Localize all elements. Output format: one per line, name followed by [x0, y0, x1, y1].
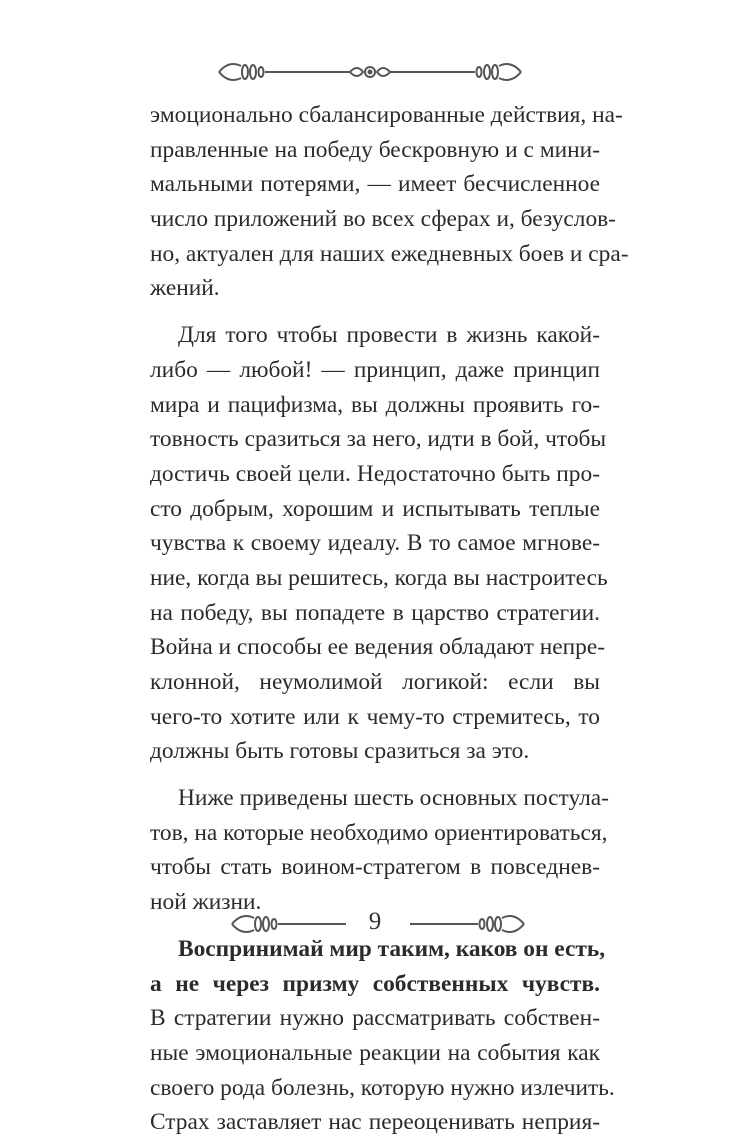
paragraph-4 [150, 932, 615, 1140]
text-line: на победу, вы попадете в царство стратегии. [150, 599, 600, 626]
text-line: мира и пацифизма, вы должны проявить го- [150, 391, 600, 418]
text-line: клонной, неумолимой логикой: если вы [150, 669, 600, 695]
text-line: ние, когда вы решитесь, когда вы настроитесь [150, 564, 608, 591]
text-line: но, актуален для наших ежедневных боев и сра- [150, 240, 629, 267]
text-line: ной жизни. [150, 889, 262, 916]
principle-heading: Воспринимай мир таким, каков он есть, [178, 935, 606, 962]
paragraph-3 [150, 781, 609, 920]
text-line: правленные на победу бескровную и с мини- [150, 136, 600, 163]
text-line: чтобы стать воином-стратегом в повседнев- [150, 854, 600, 881]
text-line: Страх заставляет нас переоценивать неприя- [150, 1109, 600, 1136]
paragraph-1 [150, 98, 629, 306]
text-line: достичь своей цели. Недостаточно быть про- [150, 460, 600, 487]
page-number: 9 [368, 908, 382, 935]
text-line: должны быть готовы сразиться за это. [150, 738, 530, 765]
text-line: число приложений во всех сферах и, безуслов- [150, 206, 616, 233]
text-line: эмоционально сбалансированные действия, на- [150, 102, 623, 128]
text-line: мальными потерями, — имеет бесчисленное [150, 171, 600, 198]
text-line: либо — любой! — принцип, даже принцип [150, 356, 600, 383]
text-line: тов, на которые необходимо ориентироваться, [150, 819, 608, 846]
text-line: сто добрым, хорошим и испытывать теплые [150, 495, 600, 522]
top-ornament-divider [215, 60, 525, 84]
ornament-divider-icon [215, 60, 525, 84]
text-line: В стратегии нужно рассматривать собствен- [150, 1005, 600, 1032]
text-line: своего рода болезнь, которую нужно излечить. [150, 1074, 615, 1101]
text-line: Ниже приведены шесть основных постула- [178, 785, 609, 812]
text-line: чувства к своему идеалу. В то самое мгнове- [150, 530, 600, 557]
text-line: жений. [150, 275, 220, 302]
text-line: ные эмоциональные реакции на события как [150, 1039, 600, 1066]
ornament-divider-icon [228, 912, 528, 936]
paragraph-2 [150, 318, 608, 769]
text-line: Для того чтобы провести в жизнь какой- [178, 322, 600, 349]
text-line: товность сразиться за него, идти в бой, чтобы [150, 426, 607, 453]
body-text [150, 98, 629, 1140]
bottom-ornament-divider [228, 912, 528, 936]
text-line: чего-то хотите или к чему-то стремитесь, то [150, 703, 600, 730]
principle-heading: а не через призму собственных чувств. [150, 970, 600, 997]
text-line: Война и способы ее ведения обладают непре- [150, 634, 606, 661]
